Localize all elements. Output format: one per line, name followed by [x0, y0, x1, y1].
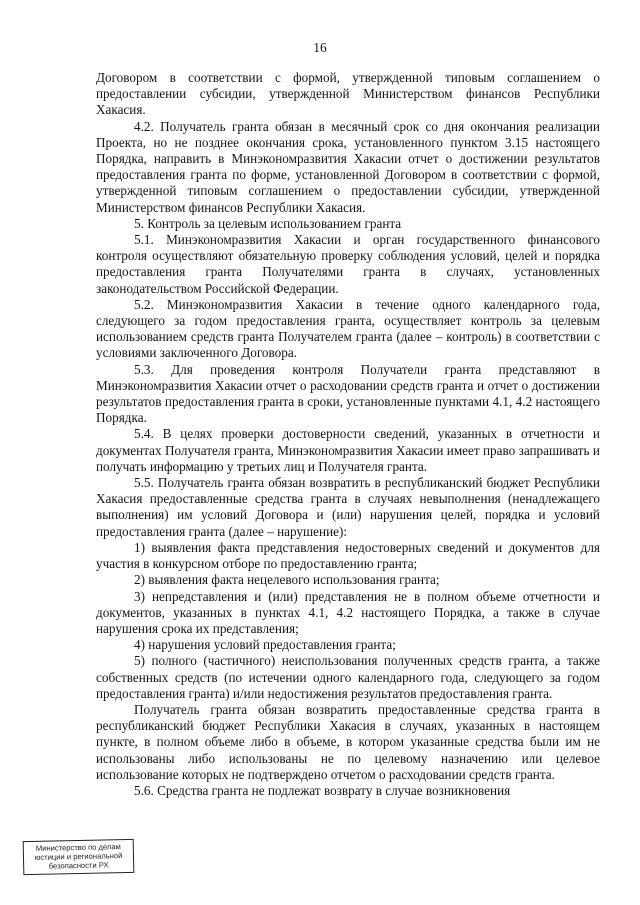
- document-body: [96, 70, 600, 799]
- section-heading: 5. Контроль за целевым использованием гранта: [134, 215, 402, 231]
- stamp-line-3: безопасности РХ: [48, 860, 109, 871]
- paragraph-5-2: 5.2. Минэкономразвития Хакасии в течение одного календарного года, следующего за годом предоставления гранта, осуществляет контроль за целевым использованием средств гранта Получателем гранта (далее – контроль) в соответствии с условиями заключенного Договора.: [96, 296, 600, 361]
- list-item-4: 4) нарушения условий предоставления гранта;: [134, 637, 396, 653]
- page-number: 16: [313, 40, 327, 55]
- paragraph-return-obligation: Получатель гранта обязан возвратить предоставленные средства гранта в республиканский бюджет Республики Хакасия в случаях, указанных в настоящем пункте, в полном объеме либо в объеме, в котором указанные средства были им не использованы либо использованы не по целевому назначению или целевое использование которых не подтверждено отчетом о расходовании средств гранта.: [96, 701, 600, 782]
- list-item-5: 5) полного (частичного) неиспользования полученных средств гранта, а также собственных средств (по истечении одного календарного года, следующего за годом предоставления гранта) и/или недостижения результатов предоставления гранта.: [96, 653, 600, 701]
- list-item-3: 3) непредставления и (или) представления не в полном объеме отчетности и документов, указанных в пунктах 4.1, 4.2 настоящего Порядка, а также в случае нарушения срока их представления;: [96, 588, 600, 636]
- paragraph-5-3: 5.3. Для проведения контроля Получатели гранта представляют в Минэкономразвития Хакасии отчет о расходовании средств гранта и отчет о достижении результатов предоставления гранта в сроки, установленные пунктами 4.1, 4.2 настоящего Порядка.: [96, 361, 600, 426]
- stamp-line-2: юстиции и региональной: [34, 851, 123, 862]
- list-item-1: 1) выявления факта представления недостоверных сведений и документов для участия в конкурсном отборе по предоставлению гранта;: [96, 539, 600, 572]
- paragraph-continuation: Договором в соответствии с формой, утвержденной типовым соглашением о предоставлении субсидии, утвержденной Министерством финансов Республики Хакасия.: [96, 70, 600, 118]
- paragraph-5-5: 5.5. Получатель гранта обязан возвратить в республиканский бюджет Республики Хакасия предоставленные средства гранта в случаях невыполнения (ненадлежащего выполнения) им условий Договора и (или) нарушения целей, порядка и условий предоставления гранта (далее – нарушение):: [96, 475, 600, 539]
- list-item-2: 2) выявления факта нецелевого использования гранта;: [134, 572, 440, 588]
- paragraph-5-4: 5.4. В целях проверки достоверности сведений, указанных в отчетности и документах Получателя гранта, Минэкономразвития Хакасии имеет право запрашивать и получать информацию у третьих лиц и Получателя гранта.: [96, 426, 600, 474]
- paragraph-5-1: 5.1. Минэкономразвития Хакасии и орган государственного финансового контроля осуществляют обязательную проверку соблюдения условий, целей и порядка предоставления гранта Получателями гранта в случаях, установленных законодательством Российской Федерации.: [96, 232, 600, 296]
- paragraph-4-2: 4.2. Получатель гранта обязан в месячный срок со дня окончания реализации Проекта, но не позднее окончания срока, установленного пунктом 3.15 настоящего Порядка, направить в Минэкономразвития Хакасии отчет о достижении результатов предоставления гранта по форме, установленной Договором в соответствии с формой, утвержденной типовым соглашением о предоставлении субсидии, утвержденной Министерством финансов Республики Хакасия.: [96, 118, 600, 215]
- registration-stamp: [23, 839, 135, 875]
- stamp-line-1: Министерство по делам: [35, 842, 121, 853]
- paragraph-5-6: 5.6. Средства гранта не подлежат возврату в случае возникновения: [134, 782, 511, 798]
